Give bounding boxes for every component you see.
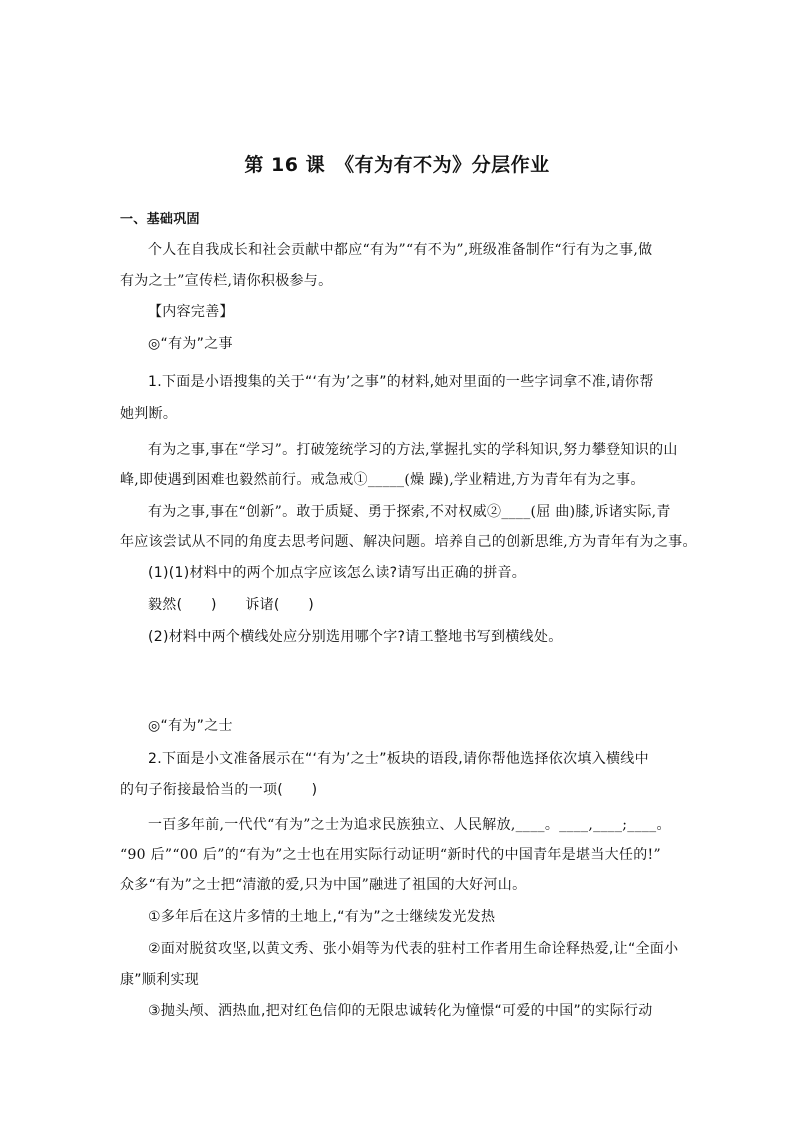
page-title: 第 16 课 《有为有不为》分层作业: [244, 154, 550, 176]
content-subheading: 【内容完善】: [148, 304, 234, 320]
passage-line-3: 众多“有为”之士把“清澈的爱,只为中国”融进了祖国的大好河山。: [120, 877, 527, 893]
intro-line-1: 个人在自我成长和社会贡献中都应“有为”“有不为”,班级准备制作“行有为之事,做: [148, 242, 653, 258]
option-2-line-2: 康”顺利实现: [120, 972, 200, 988]
material1-line-1: 有为之事,事在“学习”。打破笼统学习的方法,掌握扎实的学科知识,努力攀登知识的山: [148, 442, 678, 458]
question1-line-1: 1.下面是小语搜集的关于“‘有为’之事”的材料,她对里面的一些字词拿不准,请你帮: [148, 374, 654, 390]
part1-label: ◎“有为”之事: [148, 336, 233, 352]
part2-label: ◎“有为”之士: [148, 718, 233, 734]
option-3: ③抛头颅、洒热血,把对红色信仰的无限忠诚转化为憧憬“可爱的中国”的实际行动: [148, 1003, 653, 1019]
material2-line-2: 年应该尝试从不同的角度去思考问题、解决问题。培养自己的创新思维,方为青年有为之事。: [120, 534, 697, 550]
intro-line-2: 有为之士”宣传栏,请你积极参与。: [120, 273, 333, 289]
question1-sub1: (1)(1)材料中的两个加点字应该怎么读?请写出正确的拼音。: [148, 565, 527, 581]
question2-line-2: 的句子衔接最恰当的一项( ): [120, 782, 318, 798]
option-1: ①多年后在这片多情的土地上,“有为”之士继续发光发热: [148, 909, 496, 925]
question1-sub1-answer: 毅然( ) 诉诸( ): [148, 597, 315, 613]
question2-line-1: 2.下面是小文准备展示在“‘有为’之士”板块的语段,请你帮他选择依次填入横线中: [148, 751, 649, 767]
question1-line-2: 她判断。: [120, 406, 178, 422]
material1-line-2: 峰,即使遇到困难也毅然前行。戒急戒①_____(燥 躁),学业精进,方为青年有为之事。: [120, 472, 645, 488]
question1-sub2: (2)材料中两个横线处应分别选用哪个字?请工整地书写到横线处。: [148, 629, 563, 645]
material2-line-1: 有为之事,事在“创新”。敢于质疑、勇于探索,不对权威②____(屈 曲)膝,诉诸实际,青: [148, 504, 671, 520]
option-2-line-1: ②面对脱贫攻坚,以黄文秀、张小娟等为代表的驻村工作者用生命诠释热爱,让“全面小: [148, 941, 679, 957]
passage-line-1: 一百多年前,一代代“有为”之士为追求民族独立、人民解放,____。____,____;____。: [148, 817, 671, 833]
passage-line-2: “90 后”“00 后”的“有为”之士也在用实际行动证明“新时代的中国青年是堪当大任的!”: [120, 847, 661, 863]
section-heading: 一、基础巩固: [120, 212, 200, 227]
